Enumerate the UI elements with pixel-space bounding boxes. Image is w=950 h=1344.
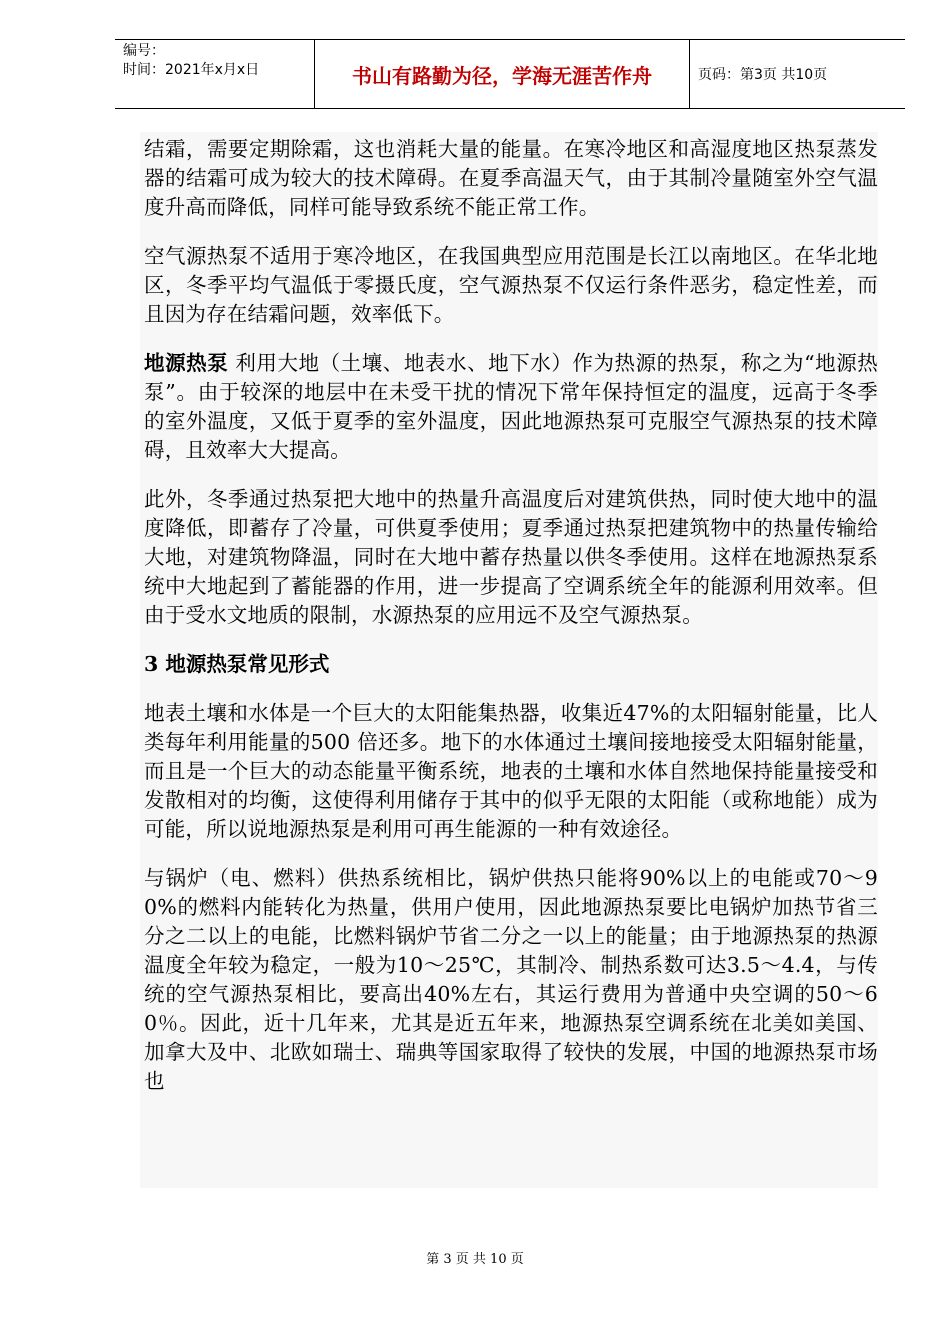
section-heading: 3 地源热泵常见形式 xyxy=(144,652,330,676)
term-ground-source-heat-pump: 地源热泵 xyxy=(144,351,229,375)
header-motto: 书山有路勤为径，学海无涯苦作舟 xyxy=(315,40,690,108)
paragraph-ground-source-definition xyxy=(144,349,878,465)
header-meta xyxy=(115,40,315,108)
paragraph-solar-collector: 地表土壤和水体是一个巨大的太阳能集热器，收集近47%的太阳辐射能量，比人类每年利用能量的500 倍还多。地下的水体通过土壤间接地接受太阳辐射能量，而且是一个巨大的动态能量平衡系统，地表的土壤和水体自然地保持能量接受和发散相对的均衡，这使得利用储存于其中的似乎无限的太阳能（或称地能）成为可能，所以说地源热泵是利用可再生能源的一种有效途径。 xyxy=(144,701,878,841)
document-time-label: 时间：2021年x月x日 xyxy=(123,62,260,78)
document-number-label: 编号： xyxy=(123,43,165,59)
document-body xyxy=(140,132,878,1188)
header-page-info: 页码：第3页 共10页 xyxy=(698,67,828,83)
page-header xyxy=(115,39,905,109)
paragraph-air-source-limits: 空气源热泵不适用于寒冷地区，在我国典型应用范围是长江以南地区。在华北地区，冬季平均气温低于零摄氏度，空气源热泵不仅运行条件恶劣，稳定性差，而且因为存在结霜问题，效率低下。 xyxy=(144,244,878,326)
paragraph-energy-storage: 此外，冬季通过热泵把大地中的热量升高温度后对建筑供热，同时使大地中的温度降低，即蓄存了冷量，可供夏季使用；夏季通过热泵把建筑物中的热量传输给大地，对建筑物降温，同时在大地中蓄存热量以供冬季使用。这样在地源热泵系统中大地起到了蓄能器的作用，进一步提高了空调系统全年的能源利用效率。但由于受水文地质的限制，水源热泵的应用远不及空气源热泵。 xyxy=(144,487,878,627)
paragraph-ground-source-text: 利用大地（土壤、地表水、地下水）作为热源的热泵，称之为“地源热泵”。由于较深的地层中在未受干扰的情况下常年保持恒定的温度，远高于冬季的室外温度，又低于夏季的室外温度，因此地源热泵可克服空气源热泵的技术障碍，且效率大大提高。 xyxy=(144,351,878,462)
paragraph-frosting: 结霜，需要定期除霜，这也消耗大量的能量。在寒冷地区和高湿度地区热泵蒸发器的结霜可成为较大的技术障碍。在夏季高温天气，由于其制冷量随室外空气温度升高而降低，同样可能导致系统不能正常工作。 xyxy=(144,137,878,219)
page-footer: 第 3 页 共 10 页 xyxy=(426,1252,524,1267)
paragraph-boiler-comparison: 与锅炉（电、燃料）供热系统相比，锅炉供热只能将90%以上的电能或70～90%的燃料内能转化为热量，供用户使用，因此地源热泵要比电锅炉加热节省三分之二以上的电能，比燃料锅炉节省二分之一以上的能量；由于地源热泵的热源温度全年较为稳定，一般为10～25℃，其制冷、制热系数可达3.5～4.4，与传统的空气源热泵相比，要高出40%左右，其运行费用为普通中央空调的50～60％。因此，近十几年来，尤其是近五年来，地源热泵空调系统在北美如美国、加拿大及中、北欧如瑞士、瑞典等国家取得了较快的发展，中国的地源热泵市场也 xyxy=(144,866,878,1093)
